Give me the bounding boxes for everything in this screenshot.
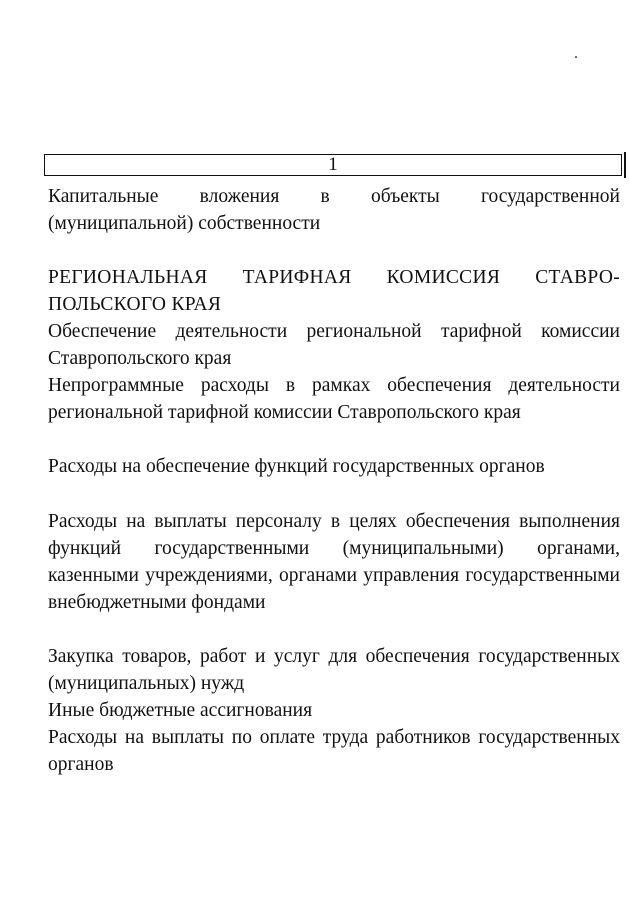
row-salary-payments: Расходы на выплаты по оплате труда работников государственных органов	[48, 727, 620, 775]
column-number: 1	[328, 154, 338, 175]
row-other-budget-allocations: Иные бюджетные ассигнования	[48, 700, 313, 721]
table-header-right-border	[624, 152, 626, 178]
row-state-bodies-functions: Расходы на обеспечение функций государственных органов	[48, 456, 545, 477]
row-personnel-payments: Расходы на выплаты персоналу в целях обеспечения выполнения функций государственными (муниципальными) органами, казенными учреждениями, органами управления государственными внебюджетными фондами	[48, 511, 620, 613]
row-regional-tariff-commission: РЕГИОНАЛЬНАЯ ТАРИФНАЯ КОМИССИЯ СТАВРО-ПОЛЬСКОГО КРАЯ	[48, 267, 620, 315]
row-non-program-expenses: Непрограммные расходы в рамках обеспечения деятельности региональной тарифной комиссии Ставропольского края	[48, 375, 620, 423]
row-capital-investments: Капитальные вложения в объекты государственной (муниципальной) собственности	[48, 186, 620, 234]
scan-speck	[575, 56, 577, 58]
row-commission-activity-support: Обеспечение деятельности региональной тарифной комиссии Ставропольского края	[48, 321, 620, 369]
row-procurement: Закупка товаров, работ и услуг для обеспечения государственных (муниципальных) нужд	[48, 646, 620, 694]
table-header-row	[44, 154, 622, 176]
